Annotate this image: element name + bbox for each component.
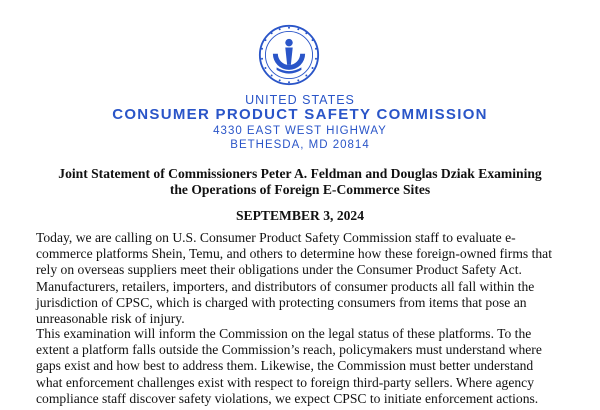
- body-paragraph: This examination will inform the Commission on the legal status of these platforms. To the extent a platform falls outside the Commission’s reach, policymakers must understand where gaps exist and how best to address them. Likewise, the Commission must better understand what enforcement challenges exist with respect to foreign third-party sellers. Where agency compliance staff discover safety violations, we expect CPSC to initiate enforcement actions.: [36, 326, 542, 406]
- agency-city: BETHESDA, MD 20814: [230, 139, 370, 151]
- body-paragraph: Today, we are calling on U.S. Consumer Product Safety Commission staff to evaluate e-commerce platforms Shein, Temu, and others to determine how these foreign-owned firms that rely on overseas suppliers meet their obligations under the Consumer Product Safety Act. Manufacturers, retailers, importers, and distributors of consumer products all fall within the jurisdiction of CPSC, which is charged with protecting consumers from items that pose an unreasonable risk of injury.: [36, 230, 552, 327]
- agency-street: 4330 EAST WEST HIGHWAY: [213, 125, 387, 137]
- cpsc-seal-icon: [258, 24, 320, 86]
- statement-date: SEPTEMBER 3, 2024: [235, 208, 365, 223]
- agency-country: UNITED STATES: [245, 93, 355, 107]
- agency-name: CONSUMER PRODUCT SAFETY COMMISSION: [112, 106, 488, 123]
- statement-title: Joint Statement of Commissioners Peter A. Feldman and Douglas Dziak Examining the Operations of Foreign E-Commerce Sites: [58, 166, 542, 197]
